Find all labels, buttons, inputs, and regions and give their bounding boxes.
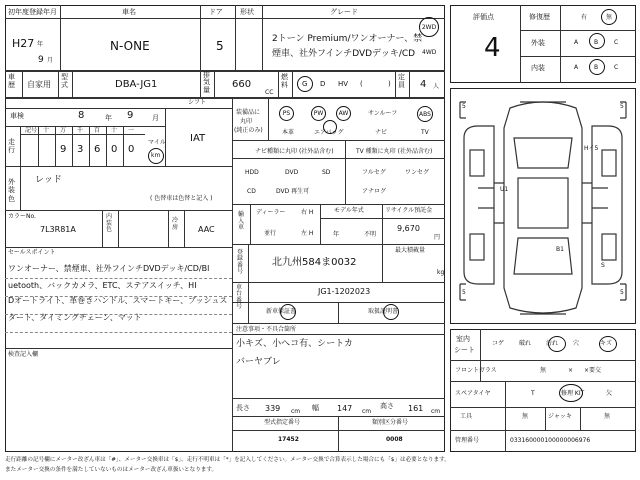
rating-value: 4: [484, 33, 501, 63]
history-label: 車歴: [8, 73, 15, 89]
seat-scratch-circle: [599, 336, 617, 352]
navi-dvd-play: DVD 再生可: [276, 188, 310, 195]
model-year-unit: 年: [333, 231, 340, 238]
width-label: 幅: [312, 404, 319, 412]
equipment-label-2: 丸印: [240, 118, 253, 125]
rating-label: 評価点: [473, 13, 494, 21]
max-load-unit: kg: [437, 269, 445, 276]
tv-analog: アナログ: [362, 188, 387, 195]
capacity-label: 定員: [398, 73, 405, 89]
width-value: 147: [337, 404, 353, 413]
registration-value: 北九州584ま0032: [272, 257, 357, 268]
mile-unit: マイル: [148, 139, 166, 146]
grade-option: B: [594, 64, 599, 71]
interior-color-label: 内装色: [106, 213, 113, 234]
repair-label: 修復歴: [529, 13, 550, 21]
pw-badge: PW: [311, 106, 326, 121]
aw-badge: AW: [336, 106, 351, 121]
year-unit: 年: [37, 41, 44, 48]
tools-label: 工具: [460, 413, 473, 420]
shape-label: 形状: [240, 8, 254, 16]
seat-option: コゲ: [492, 340, 505, 347]
inspector-note-label: 検査記入欄: [8, 351, 39, 358]
abs-badge: ABS: [417, 106, 433, 122]
repair-yes: 有: [581, 14, 588, 21]
footer-line-2: またメーター交換の条件を満たしていないものはメーター改ざん車扱いとなります。: [5, 467, 218, 473]
height-unit: cm: [431, 408, 441, 415]
diagram-s: S: [601, 262, 605, 269]
new-warranty-label: 新車保証書: [266, 308, 297, 315]
mileage-digit: 0: [128, 144, 135, 155]
fuel-paren-open: (: [360, 80, 363, 88]
first-reg-year: H27: [12, 37, 35, 50]
width-unit: cm: [362, 408, 372, 415]
sales-point-line-3: Dオートライト、革巻きハンドル、スマートキー、プッシュス: [8, 296, 228, 305]
first-reg-label: 初年度登録年月: [8, 8, 57, 16]
mileage-digit: 3: [77, 144, 84, 155]
grade-option: C: [614, 39, 619, 46]
mileage-unit-label: 記号: [25, 127, 38, 134]
tv-oneseg: ワンセグ: [405, 169, 430, 176]
seat-label-1: 室内: [456, 335, 470, 343]
jack-value: 無: [604, 413, 611, 420]
ac-label: 冷房: [172, 217, 179, 231]
length-value: 339: [265, 404, 281, 413]
notes-line-2: バーヤブレ: [236, 357, 281, 367]
sales-point-label: セールスポイント: [8, 249, 56, 256]
inspection-month: 9: [127, 110, 134, 121]
navi-hdd: HDD: [245, 169, 259, 176]
color-code-value: 7L3R81A: [40, 225, 76, 234]
mgmt-value: 033160000100000006976: [510, 437, 591, 444]
fuel-hv: HV: [338, 80, 349, 88]
mileage-unit-label: 百: [94, 127, 101, 134]
class-label: 類別区分番号: [372, 419, 409, 426]
import-dealer: ディーラー: [256, 209, 286, 216]
diagram-num-tl: 5: [462, 103, 466, 110]
footer-line-1: 走行距離の記号欄にメーター改ざん車は「#」、メーター交換車は「$」、走行不明車は「*」を記入してください。メーター交換で合算表示した場合にも「$」は必要となります。: [5, 457, 450, 463]
navi-type-label: ナビ種類に丸印 (社外品含む): [255, 148, 334, 155]
import-right: 右 H: [301, 209, 314, 216]
length-label: 長さ: [236, 404, 250, 412]
cc-unit: CC: [265, 89, 274, 96]
notes-label: 注意事項・不具合箇所: [236, 326, 297, 333]
seat-stain-circle: [548, 336, 566, 352]
fuel-paren-close: ): [388, 80, 391, 88]
color-code-label: カラーNo.: [8, 213, 36, 220]
diagram-num-br: 5: [620, 289, 624, 296]
car-diagram: [450, 88, 636, 324]
ac-value: AAC: [198, 225, 215, 234]
airbag-label: エアバッグ: [314, 129, 344, 136]
import-parallel: 並行: [264, 230, 277, 237]
tv-fullseg: フルセグ: [362, 169, 386, 176]
seat-option: 穴: [573, 340, 580, 347]
repair-no-circle: [601, 9, 617, 25]
import-left: 左 H: [301, 230, 314, 237]
km-unit: km: [151, 152, 161, 159]
navi-cd: CD: [247, 188, 256, 195]
mileage-digit: 9: [60, 144, 67, 155]
exterior-note: ( 色替車は色替と記入 ): [150, 195, 213, 202]
ps-badge: PS: [279, 106, 294, 121]
equipment-label-1: 装備品に: [236, 109, 261, 116]
grade-line-1: 2トーン Premium/ワンオーナー、禁: [272, 34, 423, 44]
inspection-year-unit: 年: [105, 114, 112, 122]
fuel-g: G: [302, 80, 308, 88]
fuel-label: 燃料: [281, 73, 288, 89]
spare-label: スペアタイヤ: [455, 390, 491, 397]
tv-label: TV: [421, 129, 429, 136]
displacement-value: 660: [232, 79, 252, 90]
mileage-digit: 0: [111, 144, 118, 155]
max-load-label: 最大積載量: [395, 247, 426, 254]
mileage-label: 走行: [8, 138, 15, 155]
seat-option: キズ: [600, 340, 612, 347]
jack-label: ジャッキ: [548, 413, 572, 420]
mileage-unit-label: 千: [77, 127, 84, 134]
model-spec-label: 型式指定番号: [264, 419, 301, 426]
equipment-label-3: (純正のみ): [234, 127, 263, 134]
interior-b-circle: [589, 59, 605, 75]
sunroof-label: サンルーフ: [368, 110, 398, 117]
height-label: 高さ: [380, 402, 394, 410]
inspection-label: 車検: [10, 112, 24, 120]
chassis-value: JG1-1202023: [318, 287, 371, 296]
model-label: 型式: [61, 73, 68, 89]
manual-label: 取扱説明書: [368, 308, 399, 315]
manual-circle: [383, 304, 399, 320]
interior-rating-label: 内装: [531, 64, 545, 72]
mileage-digit: 6: [94, 144, 101, 155]
mileage-unit-label: 十: [43, 127, 50, 134]
month-unit: 月: [47, 57, 54, 64]
repair-no: 無: [606, 14, 613, 21]
airbag-circle: [323, 120, 337, 134]
model-spec-value: 17452: [278, 436, 299, 443]
car-name-label: 車名: [122, 8, 136, 16]
drive-4wd-label: 4WD: [422, 49, 437, 56]
shift-label: シフト: [188, 99, 207, 106]
sales-point-line-1: ワンオーナー、禁煙車、社外フインチDVDデッキ/CD/Bl: [8, 264, 210, 273]
model-year-unknown: 不明: [364, 231, 377, 238]
length-unit: cm: [291, 408, 301, 415]
spare-t: T: [531, 390, 535, 397]
car-name: N-ONE: [110, 39, 150, 53]
shift-value: IAT: [190, 133, 206, 144]
spare-missing: 欠: [606, 390, 613, 397]
notes-line-1: 小キズ、小へコ有、シートカ: [236, 339, 353, 349]
mileage-unit-label: 十: [111, 127, 118, 134]
model-value: DBA-JG1: [115, 79, 158, 90]
grade-option: C: [614, 64, 619, 71]
front-glass-replace: ×要交: [584, 367, 602, 374]
exterior-rating-label: 外装: [531, 39, 545, 47]
chassis-label: 車台番号: [236, 284, 243, 310]
grade-line-2: 煙車、社外フインチDVDデッキ/CD: [272, 49, 416, 59]
displacement-label: 排気量: [203, 71, 210, 94]
door-count: 5: [216, 39, 224, 53]
exterior-b-circle: [589, 33, 605, 49]
first-reg-month: 9: [38, 55, 44, 65]
spare-kit: 修理 KIT: [561, 390, 585, 397]
navi-dvd: DVD: [285, 169, 299, 176]
exterior-color: レッド: [35, 175, 62, 185]
inspection-month-unit: 月: [152, 114, 159, 122]
door-label: ドア: [209, 8, 223, 16]
mileage-unit-label: 万: [60, 127, 67, 134]
seat-option: 汚れ: [546, 340, 559, 347]
capacity-unit: 人: [433, 83, 440, 90]
front-glass-x: ×: [568, 367, 574, 374]
grade-option: A: [574, 64, 579, 71]
registration-label: 登録番号: [237, 249, 244, 275]
front-glass-none: 無: [540, 367, 547, 374]
tv-type-label: TV 種類に丸印 (社外品含む): [356, 148, 433, 155]
grade-label: グレード: [330, 8, 358, 16]
navi-label: ナビ: [375, 129, 388, 136]
diagram-h: Hイ5: [584, 145, 599, 152]
navi-sd: SD: [322, 169, 331, 176]
sales-point-line-4: タート、タイミングチェーン、マット: [8, 313, 142, 322]
height-value: 161: [408, 404, 424, 413]
import-label: 輸入車: [238, 211, 245, 232]
recycle-unit: 円: [434, 234, 441, 241]
seat-label-2: シート: [454, 346, 475, 354]
grade-option: A: [574, 39, 579, 46]
fuel-d: D: [320, 80, 326, 88]
tools-value: 無: [522, 413, 529, 420]
mgmt-label: 管理番号: [455, 437, 480, 444]
recycle-value: 9,670: [397, 224, 420, 233]
diagram-num-bl: 5: [462, 289, 466, 296]
front-glass-label: フロントガラス: [455, 367, 497, 374]
diagram-u1: U1: [500, 186, 509, 193]
drive-2wd-badge: 2WD: [419, 17, 439, 37]
grade-option: B: [594, 39, 599, 46]
diagram-num-tr: 5: [620, 103, 624, 110]
model-year-label: モデル年式: [334, 207, 364, 214]
exterior-label: 外装色: [8, 178, 15, 203]
mileage-unit-label: 一: [128, 127, 135, 134]
capacity-value: 4: [420, 79, 427, 90]
inspection-year: 8: [78, 110, 85, 121]
new-warranty-circle: [280, 304, 296, 320]
seat-option: 破れ: [519, 340, 532, 347]
leather-label: 本革: [282, 129, 295, 136]
class-value: 0008: [386, 436, 403, 443]
sales-point-line-2: uetooth、バックカメラ、ETC、ステアスイッチ、HI: [8, 281, 197, 290]
spare-kit-circle: [559, 384, 583, 402]
history-value: 自家用: [27, 80, 51, 89]
recycle-label: リサイクル預託金: [385, 207, 433, 214]
diagram-b1: B1: [556, 246, 564, 253]
